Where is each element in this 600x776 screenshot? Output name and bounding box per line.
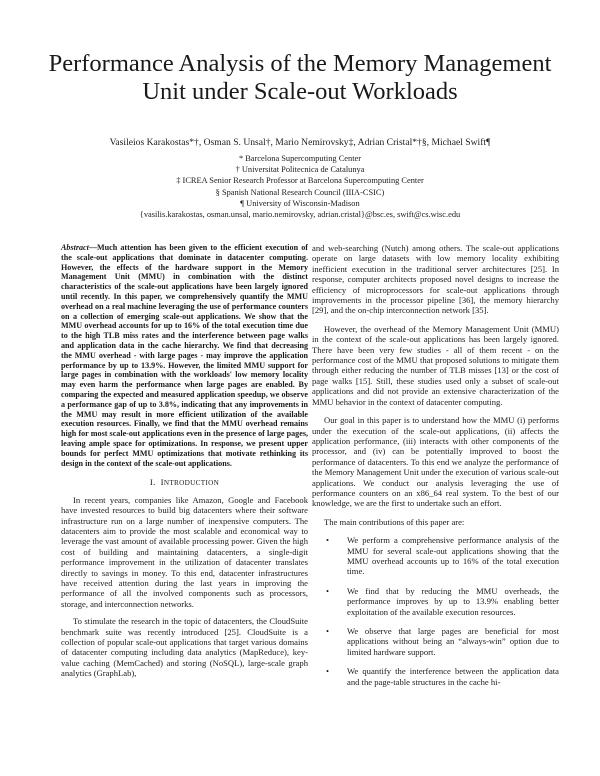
list-item (312, 586, 559, 617)
intro-paragraph-2: To stimulate the research in the topic of datacenters, the CloudSuite benchmark suite was recently introduced [25]. CloudSuite is a collection of popular scale-out applications that target various domains of datacenter computing including data analytics (MapReduce), key-value caching (MemCached) and storing (NoSQL), large-scale graph analytics (GraphLab), (61, 616, 308, 679)
section-title-initial: I (160, 477, 164, 488)
paper-title (40, 50, 560, 106)
contributions-list (312, 535, 559, 687)
title-line-1: Performance Analysis of the Memory Management (48, 50, 552, 77)
list-item (312, 535, 559, 577)
abstract-label: Abstract (61, 243, 89, 252)
bullet-icon: • (326, 666, 330, 677)
intro-paragraph-5: Our goal in this paper is to understand how the MMU (i) performs under the execution of the scale-out applications, (ii) affects the application performance, (iii) interacts with other components of the processor, and (iv) can be potentially improved to boost the performance of datacenters. To this end we analyze the performance of the Memory Management Unit under the execution of various scale-out applications. We conduct our analysis leveraging the use of performance counters on an x86_64 real system. To the best of our knowledge, we are the first to undertake such an effort. (312, 415, 559, 509)
abstract-text: —Much attention has been given to the efficient execution of the scale-out applications that dominate in datacenter computing. However, the effects of the hardware support in the Memory Management Unit (MMU) in combination with the distinct characteristics of the scale-out applications have been largely ignored until recently. In this paper, we comprehensively quantify the MMU overhead on a real machine leveraging the use of performance counters on a collection of emerging scale-out applications. We show that the MMU overhead accounts for up to 16% of the total execution time due to the high TLB miss rates and the interference between page walks and application data in the cache hierarchy. We find that decreasing the MMU overhead - with large pages - may improve the application performance by up to 13.9%. However, the limited MMU support for large pages in combination with the workloads' low memory locality may even harm the performance when large pages are enabled. By comparing the expected and measured application speedup, we observe a performance gap of up to 3.8%, indicating that any improvements in the MMU may result in more efficient utilization of the available execution resources. Finally, we find that the MMU overhead remains high for most scale-out applications even in the presence of large pages, leaving ample space for optimizations. In response, we present upper bounds for perfect MMU optimizations that motivate rethinking its design in the context of the scale-out applications. (61, 243, 308, 468)
intro-paragraph-4: However, the overhead of the Memory Management Unit (MMU) in the context of the scale-out applications has been largely ignored. There have been very few studies - all of them recent - on the performance cost of the MMU that proposed solutions to mitigate them through either reducing the number of TLB misses [13] or the cost of page walks [15]. Still, these studies used only a subset of scale-out applications and did not provide an extensive characterization of the MMU behavior in the context of datacenter computing. (312, 323, 559, 407)
contribution-text: We observe that large pages are beneficial for most applications without being an “always-win” option due to limited hardware support. (347, 626, 559, 657)
section-number: I. (149, 477, 156, 488)
intro-paragraph-3: and web-searching (Nutch) among others. The scale-out applications operate on large datasets with low memory locality exhibiting inefficient execution in the traditional server architectures [25]. In response, computer architects proposed novel designs to increase the efficiency of microprocessors for scale-out applications through improvements in the processor pipeline [36], the memory hierarchy [29], and the on-chip interconnection network [35]. (312, 243, 559, 316)
right-column (312, 243, 559, 696)
title-line-2: Unit under Scale-out Workloads (142, 78, 458, 105)
contribution-text: We quantify the interference between the application data and the page-table structures in the cache hi- (347, 666, 559, 687)
section-heading-introduction (61, 477, 308, 488)
affiliation-icrea: ‡ ICREA Senior Research Professor at Barcelona Supercomputing Center (176, 176, 424, 186)
list-item (312, 626, 559, 657)
author-list: Vasileios Karakostas*†, Osman S. Unsal†, Mario Nemirovsky‡, Adrian Cristal*†§, Michael Swift¶ (109, 137, 491, 148)
affiliation-csic: § Spanish National Research Council (IIIA-CSIC) (215, 187, 385, 197)
section-title-rest: NTRODUCTION (163, 479, 220, 488)
bullet-icon: • (326, 535, 330, 546)
list-item (312, 666, 559, 687)
contribution-text: We find that by reducing the MMU overheads, the performance improves by up to 13.9% enabling better exploitation of the available execution resources. (347, 585, 559, 617)
affiliation-upc: † Universitat Politecnica de Catalunya (235, 165, 365, 175)
author-emails: {vasilis.karakostas, osman.unsal, mario.nemirovsky, adrian.cristal}@bsc.es, swift@cs.wisc.edu (139, 210, 461, 220)
intro-paragraph-1: In recent years, companies like Amazon, Google and Facebook have invested resources to build big datacenters where their software infrastructure run on a large number of inexpensive computers. The datacenters aim to provide the most scalable and economical way to leverage the vast amount of available processing power. Given the high cost of building and maintaining datacenters, a single-digit performance improvement in the utilization of datacenter translates directly to savings in money. To this end, datacenter infrastructures have received attention during the last years in improving the performance of all the involved components such as processors, storage, and interconnection networks. (61, 494, 308, 609)
contributions-lead: The main contributions of this paper are: (324, 516, 465, 527)
affiliation-wisc: ¶ University of Wisconsin-Madison (240, 198, 360, 208)
affiliation-block (30, 153, 570, 220)
left-column (61, 243, 308, 686)
bullet-icon: • (326, 585, 330, 596)
abstract (61, 243, 308, 468)
affiliation-bsc: * Barcelona Supercomputing Center (238, 154, 362, 163)
bullet-icon: • (326, 626, 330, 636)
contribution-text: We perform a comprehensive performance analysis of the MMU for several scale-out applications showing that the MMU overhead accounts up to 16% of the total execution time. (347, 535, 559, 577)
